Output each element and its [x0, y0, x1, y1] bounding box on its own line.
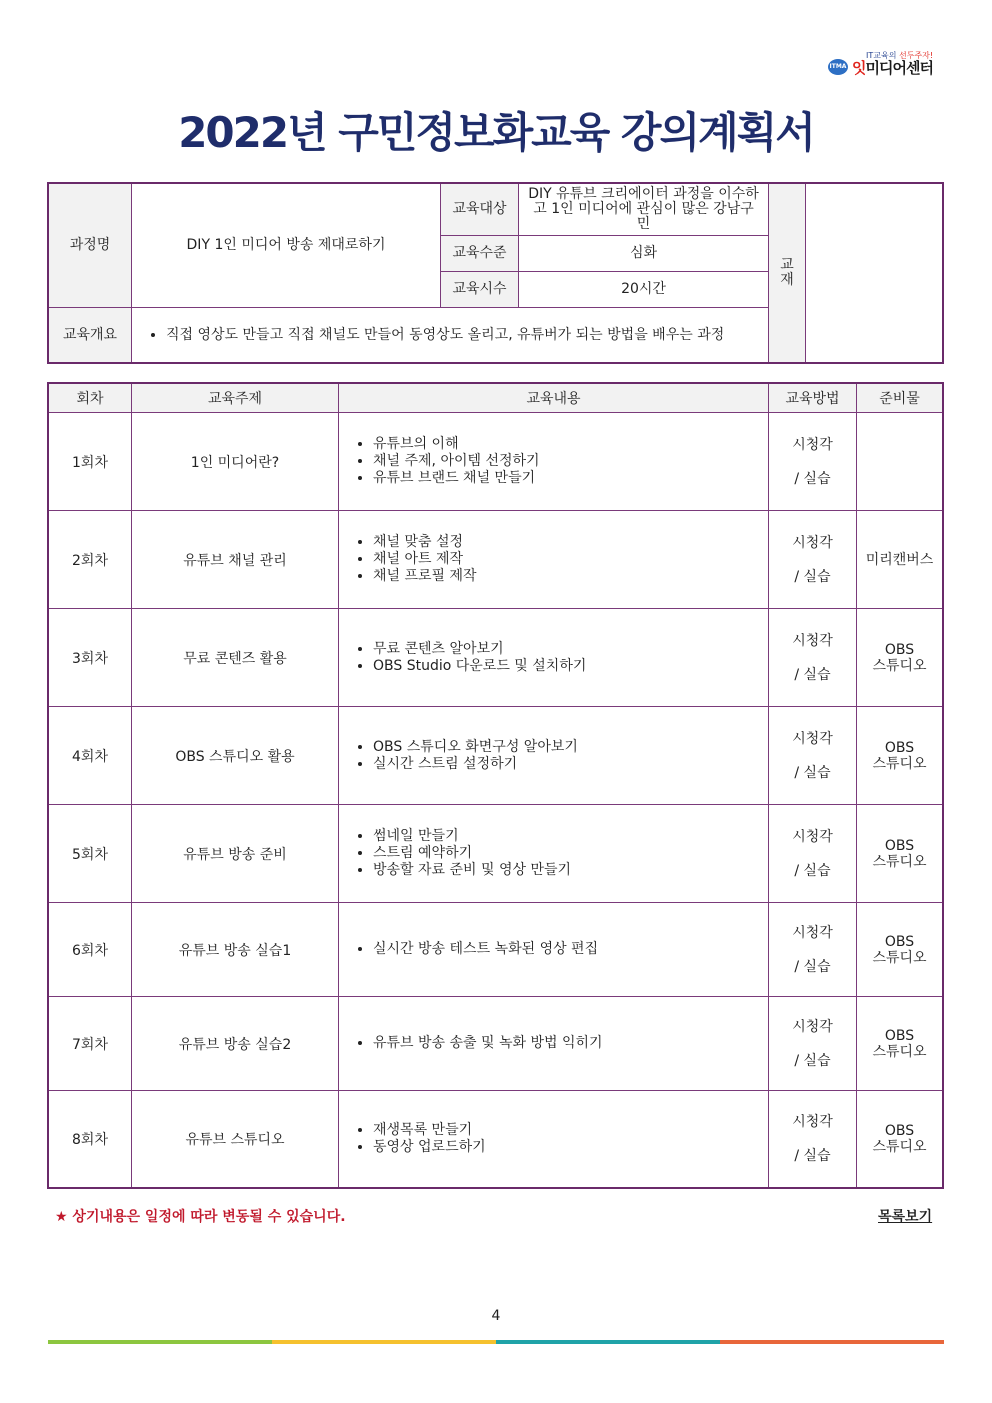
- method-line: / 실습: [794, 958, 831, 975]
- content-item: • 채널 주제, 아이템 선정하기: [373, 453, 762, 470]
- content-item: • 채널 맞춤 설정: [373, 534, 762, 551]
- materials-cell: OBS 스튜디오: [857, 1091, 943, 1188]
- content-cell: [339, 1091, 769, 1188]
- session-cell: 6회차: [49, 903, 132, 997]
- method-line: / 실습: [794, 764, 831, 781]
- topic-cell: 유튜브 방송 실습2: [132, 997, 339, 1091]
- logo: [828, 48, 948, 80]
- content-cell: [339, 903, 769, 997]
- content-cell: [339, 609, 769, 707]
- method-cell: [769, 1091, 857, 1188]
- method-line: 시청각: [792, 730, 833, 747]
- table-row: [49, 903, 943, 997]
- method-cell: [769, 413, 857, 511]
- method-line: / 실습: [794, 1052, 831, 1069]
- header-content: 교육내용: [339, 384, 769, 413]
- materials-cell: OBS 스튜디오: [857, 903, 943, 997]
- content-cell: [339, 707, 769, 805]
- header-materials: 준비물: [857, 384, 943, 413]
- header-session: 회차: [49, 384, 132, 413]
- content-item: • 채널 프로필 제작: [373, 568, 762, 585]
- topic-cell: 무료 콘텐즈 활용: [132, 609, 339, 707]
- content-item: • 스트림 예약하기: [373, 845, 762, 862]
- content-cell: [339, 997, 769, 1091]
- target-value: DIY 유튜브 크리에이터 과정을 이수하고 1인 미디어에 관심이 많은 강남구민: [519, 184, 769, 236]
- topic-cell: 유튜브 방송 실습1: [132, 903, 339, 997]
- topic-cell: 유튜브 채널 관리: [132, 511, 339, 609]
- schedule-header-row: [49, 384, 943, 413]
- materials-cell: OBS 스튜디오: [857, 609, 943, 707]
- materials-cell: OBS 스튜디오: [857, 707, 943, 805]
- content-item: • 방송할 자료 준비 및 영상 만들기: [373, 862, 762, 879]
- list-view-link[interactable]: 목록보기: [878, 1209, 933, 1225]
- method-cell: [769, 707, 857, 805]
- method-cell: [769, 997, 857, 1091]
- method-line: 시청각: [792, 1018, 833, 1035]
- content-item: • OBS Studio 다운로드 및 설치하기: [373, 658, 762, 675]
- method-line: / 실습: [794, 470, 831, 487]
- header-method: 교육방법: [769, 384, 857, 413]
- topic-cell: 1인 미디어란?: [132, 413, 339, 511]
- bar-segment: [272, 1340, 496, 1344]
- topic-cell: 유튜브 방송 준비: [132, 805, 339, 903]
- materials-cell: OBS 스튜디오: [857, 997, 943, 1091]
- course-info-table: [48, 183, 943, 363]
- method-cell: [769, 903, 857, 997]
- table-row: [49, 413, 943, 511]
- materials-cell: OBS 스튜디오: [857, 805, 943, 903]
- table-row: [49, 707, 943, 805]
- materials-cell: 미리캔버스: [857, 511, 943, 609]
- content-item: • 채널 아트 제작: [373, 551, 762, 568]
- session-cell: 4회차: [49, 707, 132, 805]
- content-item: • 무료 콘텐츠 알아보기: [373, 641, 762, 658]
- course-name-label: 과정명: [49, 184, 132, 308]
- method-line: 시청각: [792, 924, 833, 941]
- target-label: 교육대상: [441, 184, 519, 236]
- textbook-value: [806, 184, 943, 363]
- table-row: [49, 1091, 943, 1188]
- method-line: 시청각: [792, 436, 833, 453]
- content-item: • 재생목록 만들기: [373, 1122, 762, 1139]
- topic-cell: OBS 스튜디오 활용: [132, 707, 339, 805]
- content-item: • 유튜브 브랜드 채널 만들기: [373, 470, 762, 487]
- session-cell: 2회차: [49, 511, 132, 609]
- notice-text: ★ 상기내용은 일정에 따라 변동될 수 있습니다.: [55, 1209, 346, 1225]
- logo-name: 잇미디어센터: [852, 59, 933, 77]
- session-cell: 8회차: [49, 1091, 132, 1188]
- page-number: 4: [491, 1308, 501, 1324]
- page-title: 2022년 구민정보화교육 강의계획서: [178, 108, 814, 157]
- method-line: / 실습: [794, 862, 831, 879]
- textbook-label: 교 재: [769, 184, 806, 363]
- logo-badge-icon: ITMA: [828, 59, 848, 75]
- content-cell: [339, 805, 769, 903]
- method-line: 시청각: [792, 828, 833, 845]
- session-cell: 1회차: [49, 413, 132, 511]
- hours-label: 교육시수: [441, 272, 519, 308]
- bar-segment: [496, 1340, 720, 1344]
- bar-segment: [48, 1340, 272, 1344]
- topic-cell: 유튜브 스튜디오: [132, 1091, 339, 1188]
- session-cell: 5회차: [49, 805, 132, 903]
- footer-color-bar: [48, 1340, 944, 1344]
- logo-slogan: IT교육의 선두주자!: [866, 51, 934, 60]
- method-cell: [769, 511, 857, 609]
- content-item: • 유튜브 방송 송출 및 녹화 방법 익히기: [373, 1035, 762, 1052]
- method-line: / 실습: [794, 666, 831, 683]
- content-item: • 썸네일 만들기: [373, 828, 762, 845]
- level-label: 교육수준: [441, 236, 519, 272]
- course-name-value: DIY 1인 미디어 방송 제대로하기: [132, 184, 441, 308]
- content-item: • 실시간 방송 테스트 녹화된 영상 편집: [373, 941, 762, 958]
- content-cell: [339, 511, 769, 609]
- session-cell: 7회차: [49, 997, 132, 1091]
- content-cell: [339, 413, 769, 511]
- overview-label: 교육개요: [49, 308, 132, 363]
- content-item: • OBS 스튜디오 화면구성 알아보기: [373, 739, 762, 756]
- table-row: [49, 997, 943, 1091]
- content-item: • 유튜브의 이해: [373, 436, 762, 453]
- table-row: [49, 805, 943, 903]
- hours-value: 20시간: [519, 272, 769, 308]
- level-value: 심화: [519, 236, 769, 272]
- schedule-table: [48, 383, 943, 1188]
- bar-segment: [720, 1340, 944, 1344]
- method-line: / 실습: [794, 1148, 831, 1164]
- method-cell: [769, 805, 857, 903]
- content-item: • 실시간 스트림 설정하기: [373, 756, 762, 773]
- method-line: 시청각: [792, 1114, 833, 1130]
- overview-value: [132, 308, 769, 363]
- table-row: [49, 609, 943, 707]
- content-item: • 동영상 업로드하기: [373, 1139, 762, 1156]
- header-topic: 교육주제: [132, 384, 339, 413]
- table-row: [49, 511, 943, 609]
- materials-cell: [857, 413, 943, 511]
- method-cell: [769, 609, 857, 707]
- session-cell: 3회차: [49, 609, 132, 707]
- overview-text: • 직접 영상도 만들고 직접 채널도 만들어 동영상도 올리고, 유튜버가 되는 방법을 배우는 과정: [166, 327, 762, 344]
- method-line: 시청각: [792, 534, 833, 551]
- method-line: 시청각: [792, 632, 833, 649]
- method-line: / 실습: [794, 568, 831, 585]
